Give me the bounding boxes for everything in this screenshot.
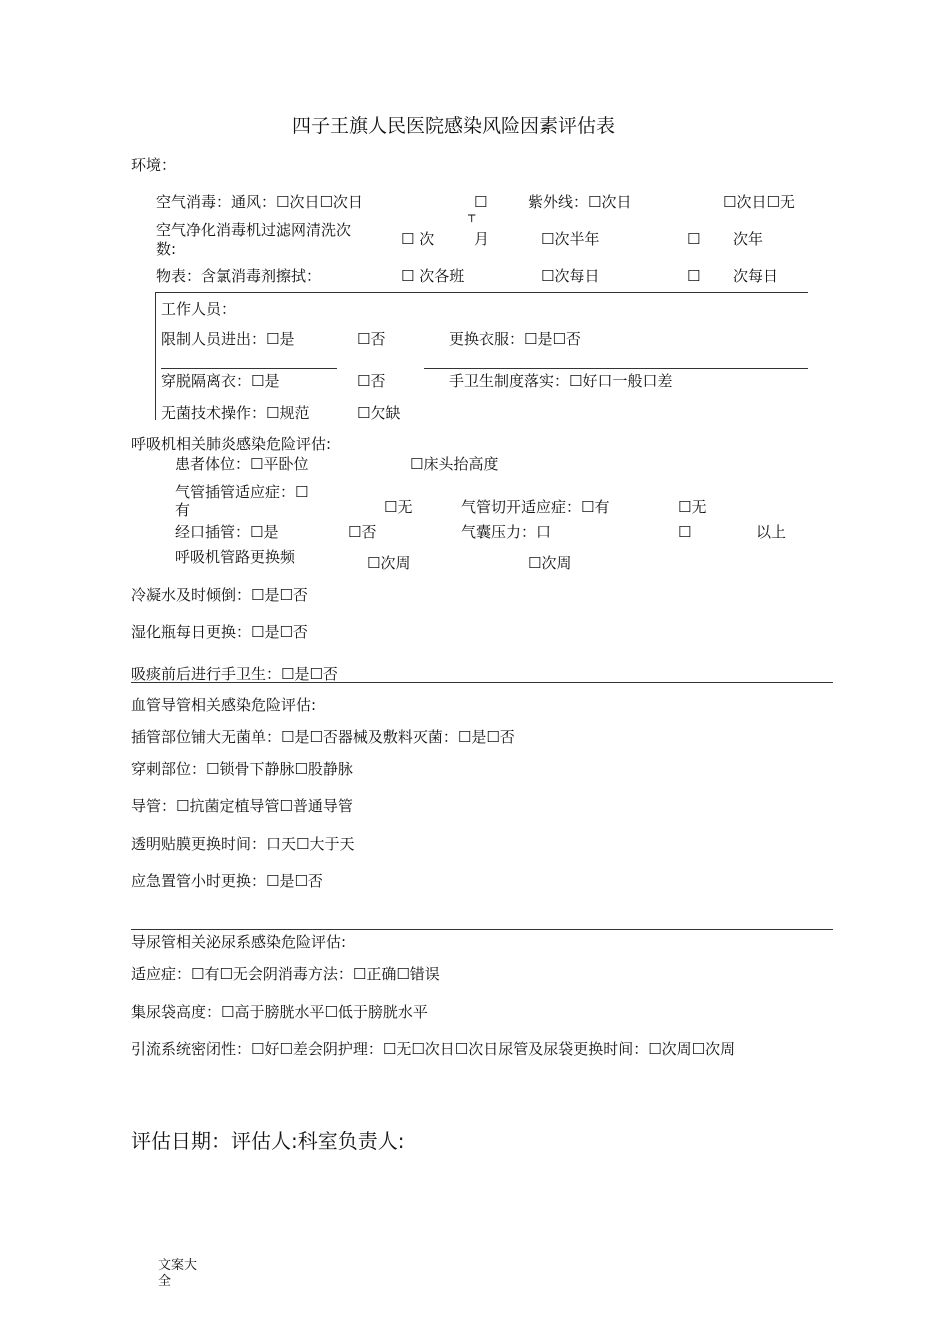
urine-bag-height[interactable]: 集尿袋高度：☐高于膀胱水平☐低于膀胱水平 [131,1003,428,1021]
watermark-line2: 全 [158,1274,172,1289]
circuit-change-label-clip [175,548,295,565]
catheter-type[interactable]: 导管：☐抗菌定植导管☐普通导管 [131,797,353,815]
oral-intubation-no[interactable]: ☐否 [348,523,377,541]
cuff-pressure-checkbox[interactable]: ☐ [678,523,692,541]
surface-label: 物表：含氯消毒剂擦拭： [156,267,322,285]
dressing-change-time[interactable]: 透明贴膜更换时间：口天☐大于天 [131,835,355,853]
filter-option-month: 月 [474,230,490,248]
uv-label: 紫外线：☐次日 [528,193,632,211]
air-disinfection-checkbox[interactable]: ☐ [474,193,488,211]
signature-line: 评估日期：评估人:科室负责人: [131,1129,405,1153]
tracheotomy-indication-yes[interactable]: 气管切开适应症：☐有 [461,498,610,516]
surface-option-daily-2: 次每日 [733,267,779,285]
staff-rule-right [424,368,808,369]
section-divider-1 [131,682,833,683]
gown-yes[interactable]: 穿脱隔离衣：☐是 [161,372,280,390]
circuit-change-option-b[interactable]: ☐次周 [528,554,572,572]
section-divider-2 [131,929,833,930]
restrict-entry-no[interactable]: ☐否 [357,330,386,348]
patient-position-raised[interactable]: ☐床头抬高度 [410,455,499,473]
surface-option-box[interactable]: ☐ [687,267,701,285]
environment-heading: 环境： [131,156,177,174]
humidifier-change[interactable]: 湿化瓶每日更换：☐是☐否 [131,623,308,641]
filter-option-halfyear[interactable]: ☐次半年 [541,230,600,248]
watermark-line1: 文案大 [158,1258,198,1273]
cuff-pressure-above: 以上 [756,523,787,541]
suction-hand-hygiene[interactable]: 吸痰前后进行手卫生：☐是☐否 [131,665,338,683]
cauti-heading: 导尿管相关泌尿系感染危险评估: [131,933,347,951]
intubation-indication-no[interactable]: ☐无 [384,498,413,516]
aseptic-lacking[interactable]: ☐欠缺 [357,404,401,422]
circuit-change-option-a[interactable]: ☐次周 [367,554,411,572]
air-disinfection-label: 空气消毒：通风：☐次日☐次日 [156,193,363,211]
restrict-entry-yes[interactable]: 限制人员进出：☐是 [161,330,295,348]
drainage-closure[interactable]: 引流系统密闭性：☐好☐差会阴护理：☐无☐次日☐次日尿管及尿袋更换时间：☐次周☐次周 [131,1040,736,1058]
vap-heading: 呼吸机相关肺炎感染危险评估: [131,435,332,453]
puncture-site[interactable]: 穿刺部位：☐锁骨下静脉☐股静脉 [131,760,353,778]
aseptic-standard[interactable]: 无菌技术操作：☐规范 [161,404,310,422]
stray-mark: ┬ [468,208,476,222]
staff-left-rule [155,292,156,420]
condensate-drain[interactable]: 冷凝水及时倾倒：☐是☐否 [131,586,308,604]
cuff-pressure-label: 气囊压力：口 [461,523,552,541]
circuit-change-label: 呼吸机管路更换频 [175,548,296,565]
staff-top-rule [155,292,808,293]
gown-no[interactable]: ☐否 [357,372,386,390]
intubation-indication-line2: 有 [175,501,191,519]
change-clothes[interactable]: 更换衣服：☐是☐否 [449,330,581,348]
intubation-indication-line1[interactable]: 气管插管适应症：☐ [175,483,309,501]
uv-options: ☐次日☐无 [723,193,795,211]
filter-option-box[interactable]: ☐ [687,230,701,248]
filter-option-year: 次年 [733,230,764,248]
surface-option-shift[interactable]: ☐ 次各班 [401,267,465,285]
filter-option-times[interactable]: ☐ 次 [401,230,435,248]
crbsi-heading: 血管导管相关感染危险评估: [131,696,317,714]
sterile-drape[interactable]: 插管部位铺大无菌单：☐是☐否器械及敷料灭菌：☐是☐否 [131,728,515,746]
staff-heading: 工作人员： [161,300,237,318]
hand-hygiene[interactable]: 手卫生制度落实：☐好口一般口差 [449,372,673,390]
tracheotomy-indication-no[interactable]: ☐无 [678,498,707,516]
surface-option-daily[interactable]: ☐次每日 [541,267,600,285]
patient-position-flat[interactable]: 患者体位：☐平卧位 [175,455,309,473]
filter-label-line2: 数: [156,240,177,258]
cauti-indication[interactable]: 适应症：☐有☐无会阴消毒方法：☐正确☐错误 [131,965,440,983]
filter-label-line1: 空气净化消毒机过滤网清洗次 [156,221,352,239]
emergency-catheter-change[interactable]: 应急置管小时更换：☐是☐否 [131,872,323,890]
page-title: 四子王旗人民医院感染风险因素评估表 [292,115,616,137]
oral-intubation-yes[interactable]: 经口插管：☐是 [175,523,279,541]
staff-rule-left [161,368,337,369]
